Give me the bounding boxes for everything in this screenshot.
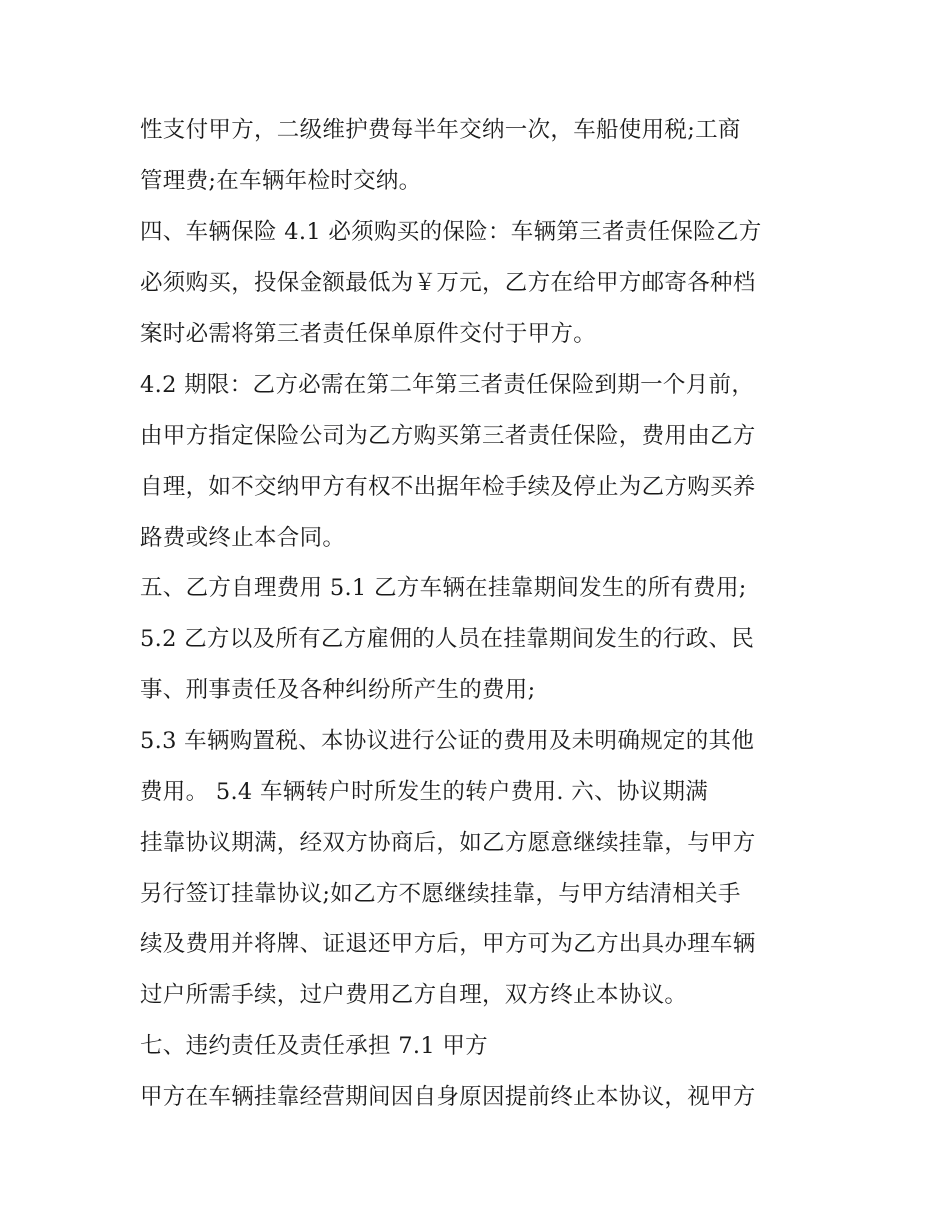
text-line: 必须购买，投保金额最低为￥万元，乙方在给甲方邮寄各种档: [140, 270, 756, 296]
text-line: 由甲方指定保险公司为乙方购买第三者责任保险，费用由乙方: [140, 423, 756, 449]
text-line: 路费或终止本合同。: [140, 525, 346, 551]
text-line: 续及费用并将牌、证退还甲方后，甲方可为乙方出具办理车辆: [140, 931, 756, 957]
text-line: 事、刑事责任及各种纠纷所产生的费用;: [140, 677, 536, 703]
text-line: 另行签订挂靠协议;如乙方不愿继续挂靠，与甲方结清相关手: [140, 881, 741, 907]
text-line: 5.2 乙方以及所有乙方雇佣的人员在挂靠期间发生的行政、民: [140, 626, 755, 652]
text-line: 四、车辆保险 4.1 必须购买的保险：车辆第三者责任保险乙方: [140, 219, 762, 245]
text-line: 4.2 期限：乙方必需在第二年第三者责任保险到期一个月前，: [140, 372, 755, 398]
text-line: 费用。 5.4 车辆转户时所发生的转户费用. 六、协议期满: [140, 779, 709, 805]
text-line: 管理费;在车辆年检时交纳。: [140, 168, 422, 194]
text-line: 自理，如不交纳甲方有权不出据年检手续及停止为乙方购买养: [140, 474, 756, 500]
text-line: 5.3 车辆购置税、本协议进行公证的费用及未明确规定的其他: [140, 728, 755, 754]
text-line: 甲方在车辆挂靠经营期间因自身原因提前终止本协议，视甲方: [140, 1084, 756, 1110]
text-line: 挂靠协议期满，经双方协商后，如乙方愿意继续挂靠，与甲方: [140, 830, 756, 856]
text-line: 七、违约责任及责任承担 7.1 甲方: [140, 1033, 488, 1059]
text-line: 性支付甲方，二级维护费每半年交纳一次，车船使用税;工商: [140, 117, 741, 143]
text-line: 五、乙方自理费用 5.1 乙方车辆在挂靠期间发生的所有费用;: [140, 575, 747, 601]
text-line: 过户所需手续，过户费用乙方自理，双方终止本协议。: [140, 982, 688, 1008]
text-line: 案时必需将第三者责任保单原件交付于甲方。: [140, 321, 597, 347]
